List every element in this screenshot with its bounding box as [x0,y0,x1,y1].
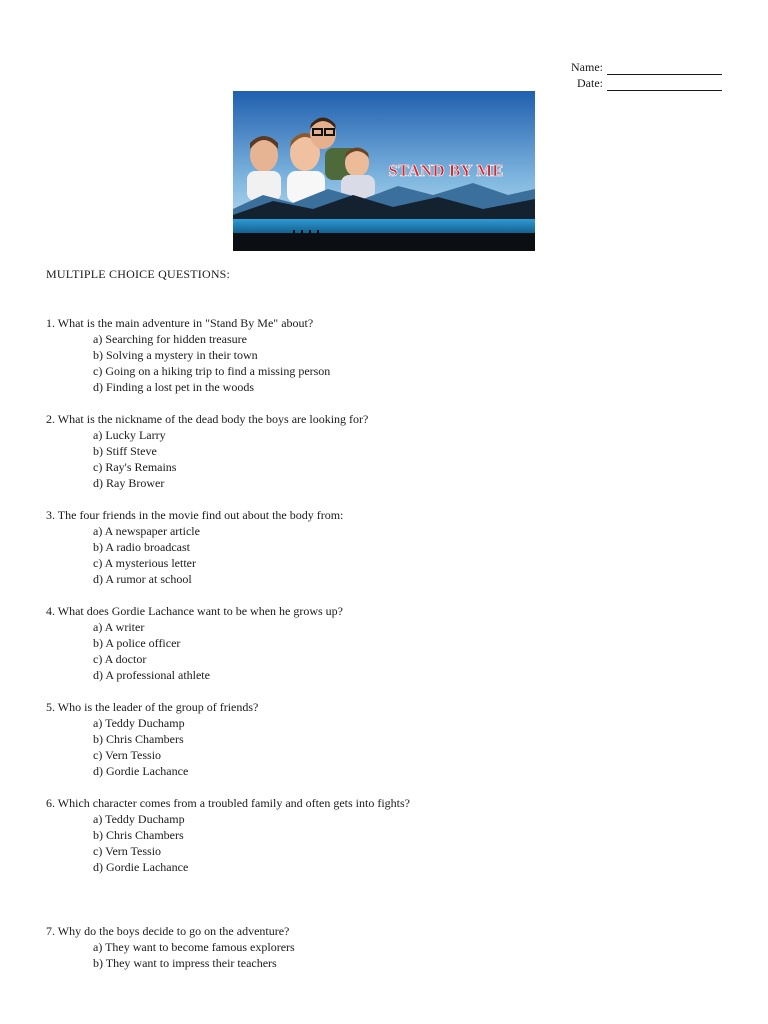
question-block [46,411,726,491]
answer-option: a) Searching for hidden treasure [93,332,247,346]
question-block [46,699,726,779]
answer-option: a) A newspaper article [93,524,200,538]
answer-option: a) Lucky Larry [93,428,166,442]
answer-option: d) Ray Brower [93,476,165,490]
section-title: MULTIPLE CHOICE QUESTIONS: [46,267,231,281]
name-blank[interactable] [607,62,722,75]
name-field-row [571,59,722,75]
answer-option: c) A mysterious letter [93,556,196,570]
answer-option: b) Chris Chambers [93,732,184,746]
question-block [46,795,726,875]
answer-option: b) Stiff Steve [93,444,157,458]
question-text: 3. The four friends in the movie find out about the body from: [46,508,344,522]
answer-option: a) A writer [93,620,145,634]
answer-option: b) They want to impress their teachers [93,956,277,970]
lake [233,219,535,233]
answer-option: d) Gordie Lachance [93,860,189,874]
answer-option: a) Teddy Duchamp [93,812,185,826]
question-text: 1. What is the main adventure in "Stand By Me" about? [46,316,314,330]
answer-option: a) Teddy Duchamp [93,716,185,730]
question-block [46,923,726,971]
answer-option: c) A doctor [93,652,147,666]
answer-option: c) Ray's Remains [93,460,177,474]
poster-illustration [233,91,535,251]
answer-option: b) A police officer [93,636,181,650]
answer-option: c) Vern Tessio [93,844,162,858]
date-field-row [571,75,722,91]
question-text: 2. What is the nickname of the dead body the boys are looking for? [46,412,369,426]
name-label: Name: [571,60,603,74]
question-text: 5. Who is the leader of the group of friends? [46,700,259,714]
answer-option: b) A radio broadcast [93,540,190,554]
movie-poster-image [233,91,535,251]
answer-option: c) Going on a hiking trip to find a missing person [93,364,331,378]
question-list [46,315,726,987]
answer-option: a) They want to become famous explorers [93,940,295,954]
question-text: 4. What does Gordie Lachance want to be when he grows up? [46,604,344,618]
question-block [46,315,726,395]
shoreline [233,233,535,251]
answer-option: d) Finding a lost pet in the woods [93,380,254,394]
poster-title: STAND BY ME [388,161,504,180]
answer-option: b) Chris Chambers [93,828,184,842]
header-fields [571,59,722,91]
answer-option: c) Vern Tessio [93,748,162,762]
answer-option: d) Gordie Lachance [93,764,189,778]
question-block [46,603,726,683]
answer-option: b) Solving a mystery in their town [93,348,258,362]
answer-option: d) A professional athlete [93,668,210,682]
date-label: Date: [577,76,603,90]
question-text: 7. Why do the boys decide to go on the adventure? [46,924,290,938]
answer-option: d) A rumor at school [93,572,192,586]
question-block [46,507,726,587]
question-text: 6. Which character comes from a troubled family and often gets into fights? [46,796,410,810]
date-blank[interactable] [607,78,722,91]
